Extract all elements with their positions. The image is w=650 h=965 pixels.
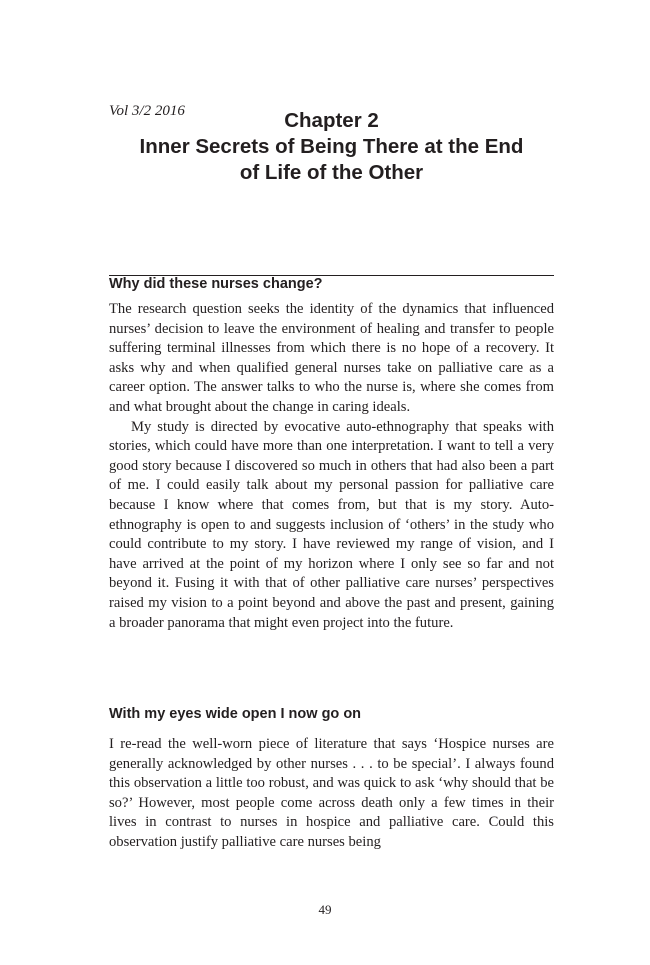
paragraph: The research question seeks the identity of the dynamics that influenced nurses’ decision to leave the environment of healing and transfer to people suffering terminal illnesses from which there is no hope of a recovery. It asks why and when qualified general nurses take on palliative care as a career option. The answer talks to who the nurse is, where she comes from and what brought about the change in caring ideals. bbox=[109, 301, 554, 415]
page-number: 49 bbox=[318, 902, 332, 917]
volume-label: Vol 3/2 2016 bbox=[109, 103, 185, 119]
chapter-heading bbox=[109, 108, 554, 186]
section-2-body bbox=[109, 735, 554, 853]
chapter-number: Chapter 2 bbox=[284, 109, 379, 132]
paragraph: My study is directed by evocative auto-ethnography that speaks with stories, which could have more than one interpretation. I want to tell a very good story because I discovered so much in others that had also been a part of me. I could easily talk about my personal passion for palliative care because I know where that comes from, but that is my story. Auto-ethnography is open to and suggests inclusion of ‘others’ in the study who could contribute to my story. I have reviewed my range of vision, and I have arrived at the point of my horizon where I only see so far and not beyond it. Fusing it with that of other palliative care nurses’ perspectives raised my vision to a point beyond and above the past and present, gaining a broader panorama that might even project into the future. bbox=[109, 418, 554, 631]
section-1-body bbox=[109, 300, 554, 633]
section-heading-eyes-wide-open: With my eyes wide open I now go on bbox=[109, 706, 362, 722]
section-heading-why-change: Why did these nurses change? bbox=[109, 275, 554, 292]
chapter-title-line-1: Inner Secrets of Being There at the End bbox=[139, 135, 524, 158]
paragraph: I re-read the well-worn piece of literature that says ‘Hospice nurses are generally acknowledged by other nurses . . . to be special’. I always found this observation a little too robust, and was quick to ask ‘why should that be so?’ However, most people come across death only a few times in their lives in contrast to nurses in hospice and palliative care. Could this observation justify palliative care nurses being bbox=[109, 736, 554, 850]
chapter-title-line-2: of Life of the Other bbox=[239, 161, 424, 184]
